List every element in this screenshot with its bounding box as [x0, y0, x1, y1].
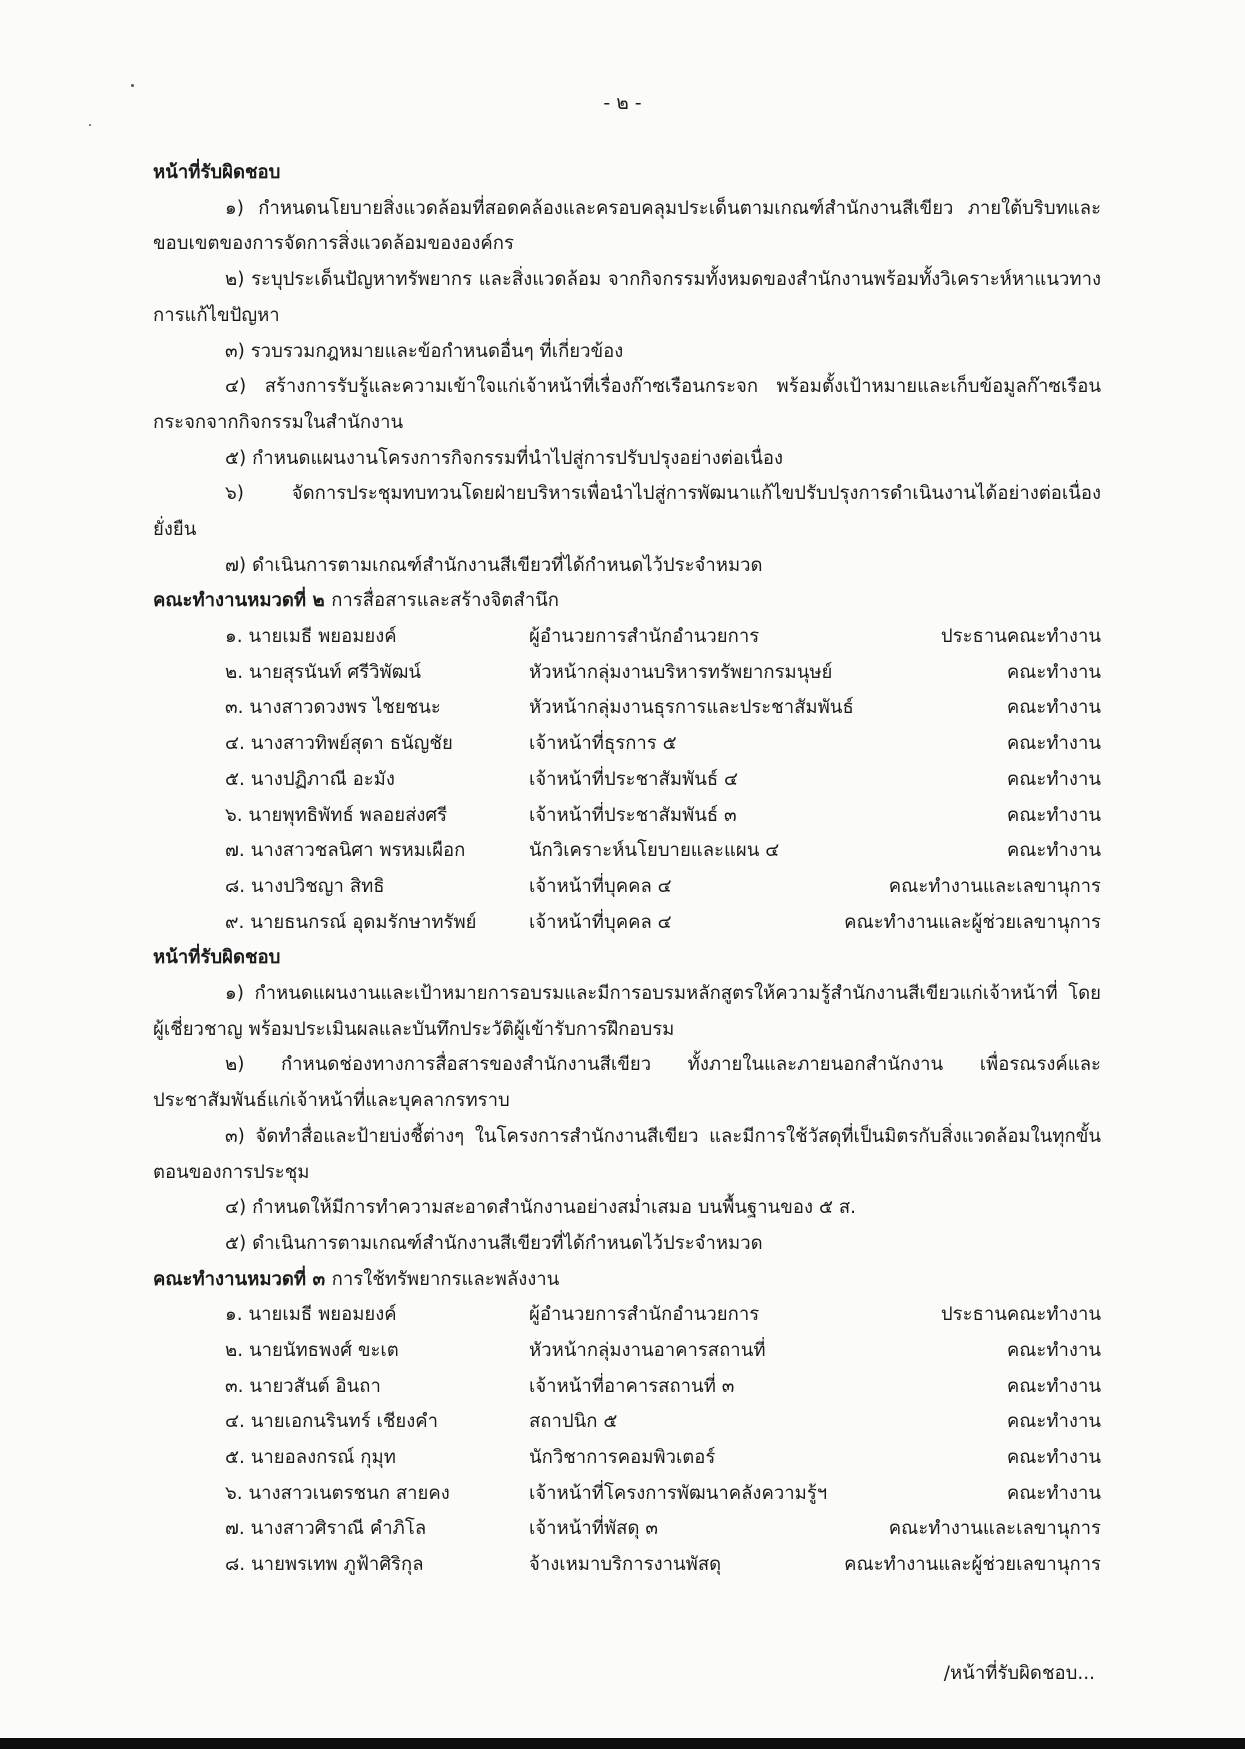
member-role: คณะทำงานและผู้ช่วยเลขานุการ: [844, 911, 1101, 933]
member-position: ผู้อำนวยการสำนักอำนวยการ: [529, 1304, 760, 1326]
member-position: หัวหน้ากลุ่มงานบริหารทรัพยากรมนุษย์: [529, 661, 833, 683]
member-role: คณะทำงาน: [1006, 661, 1101, 683]
scan-speck: [89, 124, 91, 126]
member-role: คณะทำงาน: [1006, 768, 1101, 790]
duty-item: ๓) จัดทำสื่อและป้ายบ่งชี้ต่างๆ ในโครงการสำนักงานสีเขียว และมีการใช้วัสดุที่เป็นมิตรกับสิ่งแวดล้อมในทุกขั้นตอนของการประชุม: [153, 1125, 1101, 1183]
member-role: คณะทำงาน: [1006, 697, 1101, 719]
duty-item: ๔) กำหนดให้มีการทำความสะอาดสำนักงานอย่างสม่ำเสมอ บนพื้นฐานของ ๕ ส.: [225, 1197, 857, 1219]
member-role: คณะทำงานและเลขานุการ: [888, 875, 1101, 897]
member-name: ๔. นางสาวทิพย์สุดา ธนัญชัย: [225, 733, 453, 755]
duty-item: ๑) กำหนดแผนงานและเป้าหมายการอบรมและมีการอบรมหลักสูตรให้ความรู้สำนักงานสีเขียวแก่เจ้าหน้าที่ โดยผู้เชี่ยวชาญ พร้อมประเมินผลและบันทึกประวัติผู้เข้ารับการฝึกอบรม: [153, 982, 1101, 1040]
member-role: ประธานคณะทำงาน: [940, 626, 1101, 648]
member-position: นักวิเคราะห์นโยบายและแผน ๔: [529, 840, 780, 862]
member-role: คณะทำงาน: [1006, 1375, 1101, 1397]
member-row: [153, 1440, 1101, 1476]
duty-item: ๒) กำหนดช่องทางการสื่อสารของสำนักงานสีเขียว ทั้งภายในและภายนอกสำนักงาน เพื่อรณรงค์และประชาสัมพันธ์แก่เจ้าหน้าที่และบุคลากรทราบ: [153, 1054, 1101, 1112]
member-position: หัวหน้ากลุ่มงานธุรการและประชาสัมพันธ์: [529, 697, 854, 719]
member-row: [153, 833, 1101, 869]
member-role: คณะทำงาน: [1006, 1411, 1101, 1433]
member-position: เจ้าหน้าที่พัสดุ ๓: [529, 1518, 659, 1540]
member-row: [153, 905, 1101, 941]
document-body: [153, 155, 1101, 1583]
member-row: [153, 1511, 1101, 1547]
member-role: คณะทำงาน: [1006, 1447, 1101, 1469]
section-heading: หน้าที่รับผิดชอบ: [153, 947, 281, 969]
member-row: [153, 1369, 1101, 1405]
member-row: [153, 798, 1101, 834]
member-row: [153, 619, 1101, 655]
member-name: ๖. นายพุทธิพัทธ์ พลอยส่งศรี: [225, 804, 448, 826]
member-position: เจ้าหน้าที่โครงการพัฒนาคลังความรู้ฯ: [529, 1482, 828, 1504]
duty-item: ๖) จัดการประชุมทบทวนโดยฝ่ายบริหารเพื่อนำไปสู่การพัฒนาแก้ไขปรับปรุงการดำเนินงานได้อย่างต่อเนื่องยั่งยืน: [153, 483, 1101, 541]
member-name: ๔. นายเอกนรินทร์ เชียงคำ: [225, 1411, 439, 1433]
member-name: ๘. นายพรเทพ ภูฟ้าศิริกุล: [225, 1554, 424, 1576]
member-position: จ้างเหมาบริการงานพัสดุ: [529, 1554, 722, 1576]
member-name: ๕. นายอลงกรณ์ กุมุท: [225, 1447, 396, 1469]
member-role: คณะทำงานและเลขานุการ: [888, 1518, 1101, 1540]
member-row: [153, 1404, 1101, 1440]
duty-item: ๓) รวบรวมกฎหมายและข้อกำหนดอื่นๆ ที่เกี่ยวข้อง: [225, 340, 624, 362]
member-name: ๗. นางสาวศิราณี คำภิโล: [225, 1518, 427, 1540]
member-name: ๗. นางสาวชลนิศา พรหมเผือก: [225, 840, 466, 862]
duty-item: ๔) สร้างการรับรู้และความเข้าใจแก่เจ้าหน้าที่เรื่องก๊าซเรือนกระจก พร้อมตั้งเป้าหมายและเก็บข้อมูลก๊าซเรือนกระจกจากกิจกรรมในสำนักงาน: [153, 376, 1101, 433]
member-roster: [153, 619, 1101, 940]
member-name: ๒. นายสุรนันท์ ศรีวิพัฒน์: [225, 661, 422, 683]
member-row: [153, 1547, 1101, 1583]
member-row: [153, 1297, 1101, 1333]
member-roster: [153, 1297, 1101, 1583]
duty-item: ๕) ดำเนินการตามเกณฑ์สำนักงานสีเขียวที่ได้กำหนดไว้ประจำหมวด: [225, 1232, 763, 1254]
group-heading: [153, 583, 1101, 619]
member-name: ๓. นายวสันต์ อินถา: [225, 1375, 381, 1397]
member-row: [153, 690, 1101, 726]
member-position: เจ้าหน้าที่ประชาสัมพันธ์ ๔: [529, 768, 739, 790]
member-name: ๕. นางปฏิภาณี อะมัง: [225, 768, 395, 790]
member-position: ผู้อำนวยการสำนักอำนวยการ: [529, 626, 760, 648]
member-row: [153, 869, 1101, 905]
group-title: คณะทำงานหมวดที่ ๒: [153, 590, 325, 612]
member-row: [153, 655, 1101, 691]
page-number: - ๒ -: [603, 92, 642, 114]
member-role: คณะทำงานและผู้ช่วยเลขานุการ: [844, 1554, 1101, 1576]
member-role: คณะทำงาน: [1006, 804, 1101, 826]
member-position: เจ้าหน้าที่ธุรการ ๕: [529, 733, 677, 755]
member-name: ๓. นางสาวดวงพร ไชยชนะ: [225, 697, 441, 719]
member-position: หัวหน้ากลุ่มงานอาคารสถานที่: [529, 1339, 766, 1361]
member-position: สถาปนิก ๕: [529, 1411, 618, 1433]
member-row: [153, 1333, 1101, 1369]
duty-item: ๕) กำหนดแผนงานโครงการกิจกรรมที่นำไปสู่การปรับปรุงอย่างต่อเนื่อง: [225, 447, 783, 469]
member-name: ๒. นายนัทธพงศ์ ขะเต: [225, 1339, 399, 1361]
member-name: ๑. นายเมธี พยอมยงค์: [225, 626, 397, 648]
group-subtitle: การสื่อสารและสร้างจิตสำนึก: [331, 590, 559, 612]
member-role: ประธานคณะทำงาน: [940, 1304, 1101, 1326]
duty-item: ๒) ระบุประเด็นปัญหาทรัพยากร และสิ่งแวดล้อม จากกิจกรรมทั้งหมดของสำนักงานพร้อมทั้งวิเคราะห์หาแนวทางการแก้ไขปัญหา: [153, 269, 1101, 326]
member-row: [153, 762, 1101, 798]
member-position: เจ้าหน้าที่ประชาสัมพันธ์ ๓: [529, 804, 737, 826]
member-name: ๖. นางสาวเนตรชนก สายคง: [225, 1482, 450, 1504]
member-name: ๑. นายเมธี พยอมยงค์: [225, 1304, 397, 1326]
member-role: คณะทำงาน: [1006, 1339, 1101, 1361]
member-row: [153, 1476, 1101, 1512]
member-role: คณะทำงาน: [1006, 1482, 1101, 1504]
scan-speck: [131, 84, 134, 87]
member-name: ๘. นางปวิชญา สิทธิ: [225, 875, 385, 897]
member-position: เจ้าหน้าที่บุคคล ๔: [529, 911, 672, 933]
scan-border: [0, 1738, 1245, 1749]
section-heading: หน้าที่รับผิดชอบ: [153, 162, 281, 183]
member-position: เจ้าหน้าที่บุคคล ๔: [529, 875, 672, 897]
member-row: [153, 726, 1101, 762]
duty-item: ๑) กำหนดนโยบายสิ่งแวดล้อมที่สอดคล้องและครอบคลุมประเด็นตามเกณฑ์สำนักงานสีเขียว ภายใต้บริบทและขอบเขตของการจัดการสิ่งแวดล้อมขององค์กร: [153, 197, 1101, 255]
member-position: นักวิชาการคอมพิวเตอร์: [529, 1447, 716, 1469]
member-role: คณะทำงาน: [1006, 840, 1101, 862]
member-role: คณะทำงาน: [1006, 733, 1101, 755]
group-title: คณะทำงานหมวดที่ ๓: [153, 1268, 326, 1290]
member-name: ๙. นายธนกรณ์ อุดมรักษาทรัพย์: [225, 911, 477, 933]
group-subtitle: การใช้ทรัพยากรและพลังงาน: [331, 1268, 560, 1290]
group-heading: [153, 1262, 1101, 1298]
continued-marker: /หน้าที่รับผิดชอบ...: [943, 1663, 1095, 1684]
duty-item: ๗) ดำเนินการตามเกณฑ์สำนักงานสีเขียวที่ได้กำหนดไว้ประจำหมวด: [225, 554, 763, 576]
member-position: เจ้าหน้าที่อาคารสถานที่ ๓: [529, 1375, 735, 1397]
